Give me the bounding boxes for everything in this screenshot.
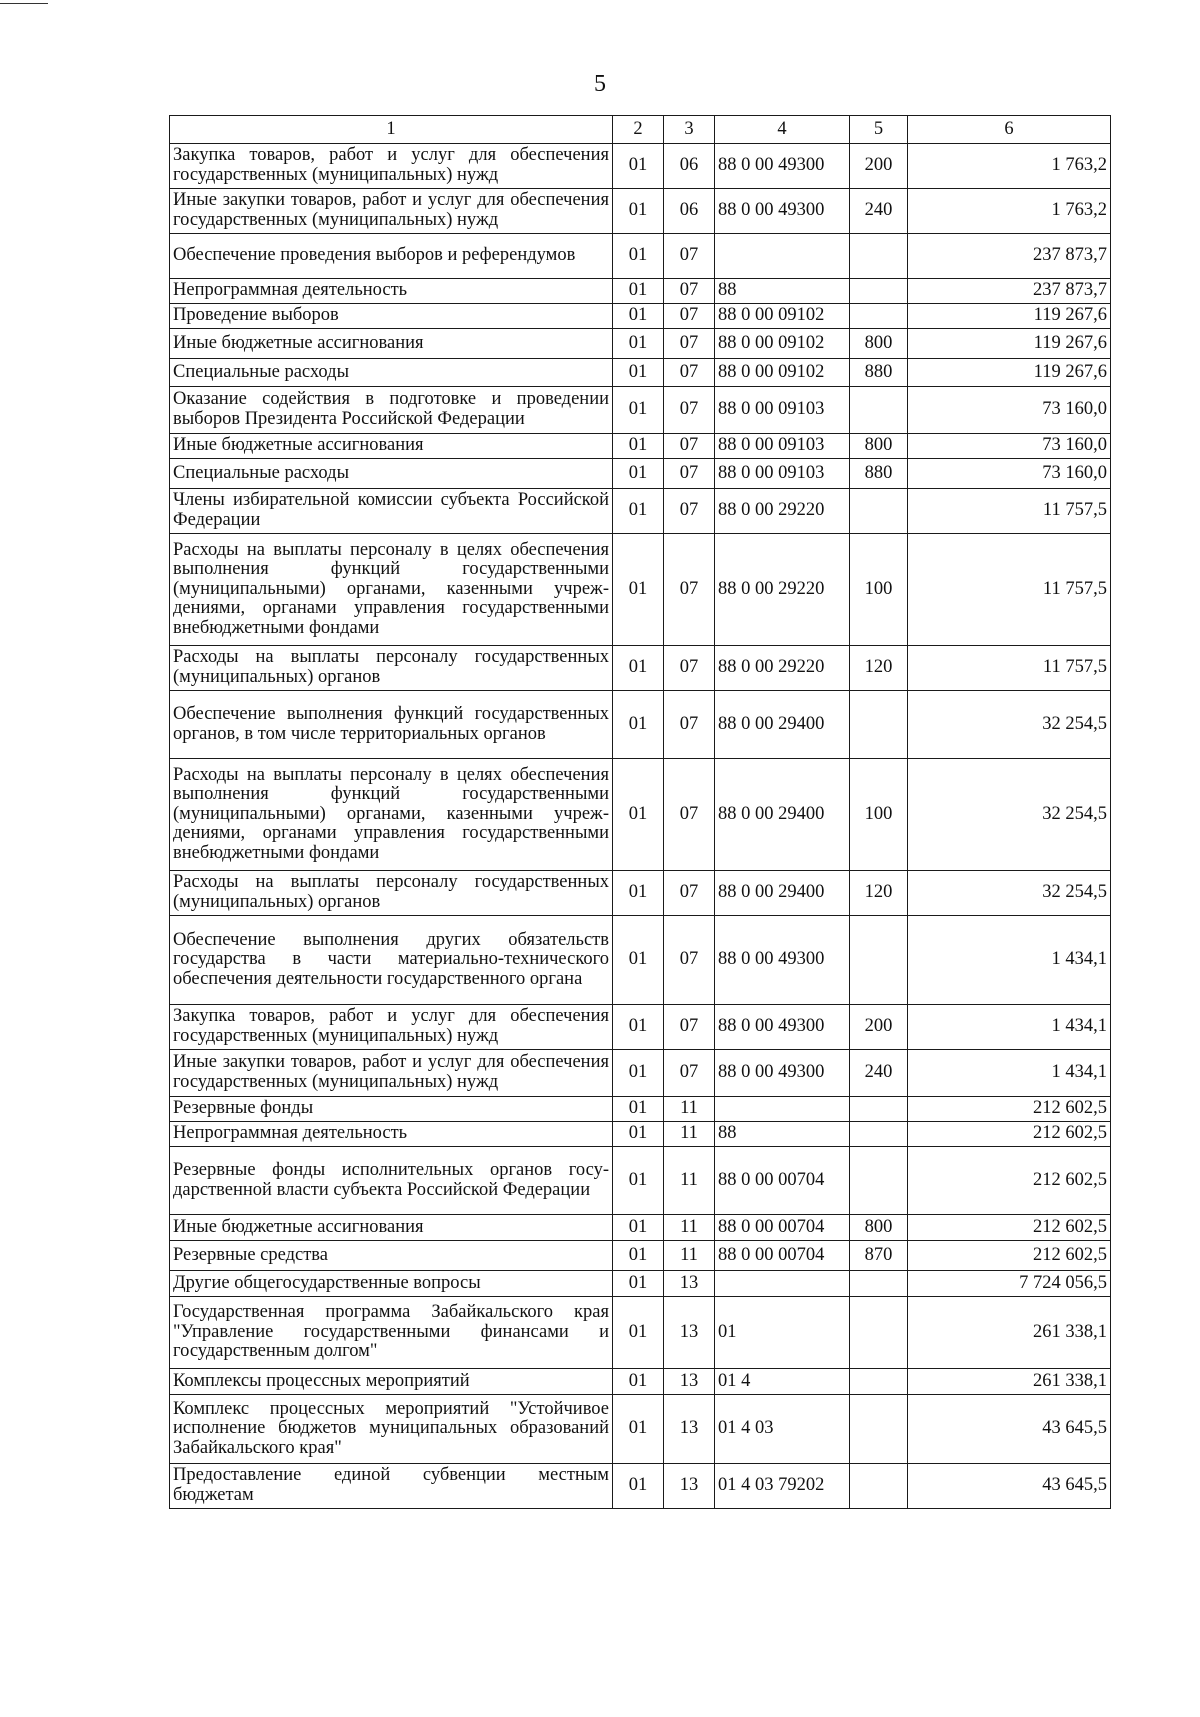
cell-amount: 212 602,5 xyxy=(908,1147,1111,1215)
cell-subsection: 07 xyxy=(664,329,715,359)
cell-section: 01 xyxy=(613,189,664,234)
table-row xyxy=(170,871,1111,916)
cell-subsection: 07 xyxy=(664,459,715,489)
table-row xyxy=(170,489,1111,534)
cell-section: 01 xyxy=(613,304,664,329)
cell-target-article: 88 0 00 29400 xyxy=(715,871,850,916)
cell-subsection: 13 xyxy=(664,1369,715,1395)
cell-section: 01 xyxy=(613,1464,664,1509)
cell-description: Комплексы процессных мероприятий xyxy=(170,1369,613,1395)
table-row xyxy=(170,1147,1111,1215)
cell-section: 01 xyxy=(613,1395,664,1464)
cell-expense-type: 800 xyxy=(850,1215,908,1241)
cell-description: Непрограммная деятельность xyxy=(170,279,613,304)
cell-target-article: 88 0 00 29220 xyxy=(715,646,850,691)
table-row xyxy=(170,329,1111,359)
cell-section: 01 xyxy=(613,1005,664,1050)
cell-expense-type xyxy=(850,304,908,329)
cell-expense-type: 240 xyxy=(850,189,908,234)
cell-description: Проведение выборов xyxy=(170,304,613,329)
cell-expense-type: 200 xyxy=(850,144,908,189)
table-row xyxy=(170,1122,1111,1147)
table-row xyxy=(170,1369,1111,1395)
cell-target-article: 88 0 00 49300 xyxy=(715,1050,850,1097)
cell-description: Специальные расходы xyxy=(170,359,613,387)
table-row xyxy=(170,1215,1111,1241)
cell-target-article xyxy=(715,1271,850,1297)
cell-expense-type xyxy=(850,916,908,1005)
cell-expense-type: 200 xyxy=(850,1005,908,1050)
cell-expense-type: 800 xyxy=(850,329,908,359)
cell-section: 01 xyxy=(613,1271,664,1297)
cell-expense-type: 120 xyxy=(850,871,908,916)
cell-subsection: 13 xyxy=(664,1271,715,1297)
cell-amount: 7 724 056,5 xyxy=(908,1271,1111,1297)
cell-target-article: 01 4 03 79202 xyxy=(715,1464,850,1509)
column-header-4: 4 xyxy=(715,116,850,144)
cell-amount: 212 602,5 xyxy=(908,1097,1111,1122)
cell-amount: 1 763,2 xyxy=(908,189,1111,234)
cell-section: 01 xyxy=(613,1122,664,1147)
cell-description: Непрограммная деятельность xyxy=(170,1122,613,1147)
cell-section: 01 xyxy=(613,329,664,359)
cell-amount: 237 873,7 xyxy=(908,234,1111,279)
cell-expense-type xyxy=(850,1271,908,1297)
cell-expense-type xyxy=(850,1122,908,1147)
cell-expense-type: 100 xyxy=(850,534,908,646)
cell-subsection: 07 xyxy=(664,871,715,916)
cell-section: 01 xyxy=(613,459,664,489)
cell-amount: 73 160,0 xyxy=(908,434,1111,459)
cell-section: 01 xyxy=(613,759,664,871)
cell-description: Государственная программа Забайкальского края "Управление государственными финансами и государственным долгом" xyxy=(170,1297,613,1369)
table-row xyxy=(170,1005,1111,1050)
cell-expense-type xyxy=(850,1369,908,1395)
cell-subsection: 11 xyxy=(664,1147,715,1215)
table-row xyxy=(170,1241,1111,1271)
cell-description: Другие общегосударственные вопросы xyxy=(170,1271,613,1297)
cell-description: Комплекс процессных мероприятий "Устойчивое исполнение бюджетов муниципальных образований Забайкальского края" xyxy=(170,1395,613,1464)
cell-section: 01 xyxy=(613,916,664,1005)
cell-section: 01 xyxy=(613,234,664,279)
cell-target-article: 01 xyxy=(715,1297,850,1369)
cell-amount: 212 602,5 xyxy=(908,1122,1111,1147)
cell-target-article: 88 xyxy=(715,279,850,304)
header-row xyxy=(170,116,1111,144)
cell-amount: 73 160,0 xyxy=(908,459,1111,489)
cell-section: 01 xyxy=(613,144,664,189)
table-row xyxy=(170,279,1111,304)
cell-target-article: 88 0 00 29220 xyxy=(715,534,850,646)
table-row xyxy=(170,1097,1111,1122)
cell-expense-type: 120 xyxy=(850,646,908,691)
cell-section: 01 xyxy=(613,646,664,691)
cell-subsection: 07 xyxy=(664,646,715,691)
cell-target-article: 88 0 00 49300 xyxy=(715,916,850,1005)
cell-subsection: 07 xyxy=(664,279,715,304)
cell-description: Иные закупки товаров, работ и услуг для обеспечения государственных (муниципальных) нужд xyxy=(170,189,613,234)
cell-amount: 1 434,1 xyxy=(908,1005,1111,1050)
cell-amount: 11 757,5 xyxy=(908,489,1111,534)
cell-target-article: 88 0 00 29400 xyxy=(715,691,850,759)
cell-subsection: 07 xyxy=(664,1050,715,1097)
cell-expense-type xyxy=(850,691,908,759)
table-row xyxy=(170,189,1111,234)
cell-subsection: 07 xyxy=(664,489,715,534)
cell-target-article: 88 0 00 00704 xyxy=(715,1147,850,1215)
cell-description: Резервные фонды xyxy=(170,1097,613,1122)
table-row xyxy=(170,234,1111,279)
cell-description: Закупка товаров, работ и услуг для обеспечения государственных (муниципальных) нужд xyxy=(170,144,613,189)
cell-amount: 261 338,1 xyxy=(908,1297,1111,1369)
cell-section: 01 xyxy=(613,1097,664,1122)
cell-expense-type: 880 xyxy=(850,459,908,489)
cell-subsection: 07 xyxy=(664,759,715,871)
cell-description: Иные бюджетные ассигнования xyxy=(170,434,613,459)
table-row xyxy=(170,459,1111,489)
cell-description: Обеспечение проведения выборов и референдумов xyxy=(170,234,613,279)
cell-amount: 43 645,5 xyxy=(908,1464,1111,1509)
cell-section: 01 xyxy=(613,279,664,304)
cell-target-article: 88 0 00 49300 xyxy=(715,189,850,234)
table-row xyxy=(170,1297,1111,1369)
cell-amount: 32 254,5 xyxy=(908,691,1111,759)
cell-target-article: 01 4 xyxy=(715,1369,850,1395)
cell-subsection: 07 xyxy=(664,304,715,329)
cell-description: Расходы на выплаты персоналу государственных (муниципальных) органов xyxy=(170,871,613,916)
cell-subsection: 06 xyxy=(664,144,715,189)
cell-expense-type: 100 xyxy=(850,759,908,871)
cell-expense-type: 870 xyxy=(850,1241,908,1271)
cell-expense-type xyxy=(850,234,908,279)
cell-description: Расходы на выплаты персоналу в целях обеспечения выполнения функций государственными (муниципальными) органами, казенными учреждениями, органами управления государственными внебюджетными фондами xyxy=(170,759,613,871)
cell-amount: 11 757,5 xyxy=(908,534,1111,646)
cell-section: 01 xyxy=(613,871,664,916)
table-body xyxy=(170,144,1111,1509)
cell-amount: 261 338,1 xyxy=(908,1369,1111,1395)
cell-subsection: 11 xyxy=(664,1215,715,1241)
cell-amount: 1 434,1 xyxy=(908,1050,1111,1097)
cell-target-article: 88 0 00 09102 xyxy=(715,304,850,329)
cell-subsection: 07 xyxy=(664,387,715,434)
table-row xyxy=(170,646,1111,691)
table-row xyxy=(170,691,1111,759)
cell-section: 01 xyxy=(613,1050,664,1097)
cell-expense-type xyxy=(850,1297,908,1369)
cell-section: 01 xyxy=(613,534,664,646)
cell-description: Расходы на выплаты персоналу государственных (муниципальных) органов xyxy=(170,646,613,691)
cell-section: 01 xyxy=(613,1215,664,1241)
cell-amount: 119 267,6 xyxy=(908,359,1111,387)
cell-description: Обеспечение выполнения функций государственных органов, в том числе территориальных органов xyxy=(170,691,613,759)
cell-subsection: 07 xyxy=(664,534,715,646)
cell-section: 01 xyxy=(613,1297,664,1369)
cell-section: 01 xyxy=(613,1241,664,1271)
cell-amount: 73 160,0 xyxy=(908,387,1111,434)
budget-table xyxy=(169,115,1111,1509)
cell-target-article: 88 xyxy=(715,1122,850,1147)
cell-amount: 11 757,5 xyxy=(908,646,1111,691)
cell-section: 01 xyxy=(613,387,664,434)
cell-expense-type xyxy=(850,1464,908,1509)
cell-subsection: 07 xyxy=(664,1005,715,1050)
page-number: 5 xyxy=(594,71,606,97)
cell-target-article: 88 0 00 09102 xyxy=(715,359,850,387)
cell-subsection: 07 xyxy=(664,234,715,279)
cell-target-article: 01 4 03 xyxy=(715,1395,850,1464)
cell-expense-type xyxy=(850,1147,908,1215)
column-header-6: 6 xyxy=(908,116,1111,144)
cell-subsection: 07 xyxy=(664,916,715,1005)
cell-section: 01 xyxy=(613,489,664,534)
cell-subsection: 06 xyxy=(664,189,715,234)
cell-amount: 212 602,5 xyxy=(908,1215,1111,1241)
table-row xyxy=(170,1395,1111,1464)
cell-section: 01 xyxy=(613,1369,664,1395)
cell-expense-type: 240 xyxy=(850,1050,908,1097)
table-row xyxy=(170,304,1111,329)
cell-subsection: 11 xyxy=(664,1097,715,1122)
cell-target-article: 88 0 00 09103 xyxy=(715,387,850,434)
cell-target-article: 88 0 00 00704 xyxy=(715,1215,850,1241)
cell-description: Иные бюджетные ассигнования xyxy=(170,1215,613,1241)
cell-expense-type xyxy=(850,1097,908,1122)
table-row xyxy=(170,387,1111,434)
cell-target-article: 88 0 00 09103 xyxy=(715,459,850,489)
cell-description: Расходы на выплаты персоналу в целях обеспечения выполнения функций государственными (муниципальными) органами, казенными учреждениями, органами управления государственными внебюджетными фондами xyxy=(170,534,613,646)
cell-description: Обеспечение выполнения других обязательств государства в части материально-технического обеспечения деятельности государственного органа xyxy=(170,916,613,1005)
cell-subsection: 07 xyxy=(664,691,715,759)
cell-expense-type: 880 xyxy=(850,359,908,387)
cell-description: Специальные расходы xyxy=(170,459,613,489)
cell-amount: 119 267,6 xyxy=(908,329,1111,359)
column-header-1: 1 xyxy=(170,116,613,144)
cell-description: Резервные средства xyxy=(170,1241,613,1271)
scan-artifact-line xyxy=(0,3,48,4)
cell-amount: 237 873,7 xyxy=(908,279,1111,304)
cell-expense-type xyxy=(850,387,908,434)
cell-amount: 1 434,1 xyxy=(908,916,1111,1005)
cell-amount: 32 254,5 xyxy=(908,871,1111,916)
cell-target-article: 88 0 00 29400 xyxy=(715,759,850,871)
column-header-2: 2 xyxy=(613,116,664,144)
cell-expense-type xyxy=(850,489,908,534)
cell-subsection: 11 xyxy=(664,1122,715,1147)
cell-description: Иные закупки товаров, работ и услуг для обеспечения государственных (муниципальных) нужд xyxy=(170,1050,613,1097)
table-row xyxy=(170,1464,1111,1509)
cell-target-article: 88 0 00 00704 xyxy=(715,1241,850,1271)
cell-target-article: 88 0 00 09102 xyxy=(715,329,850,359)
cell-amount: 119 267,6 xyxy=(908,304,1111,329)
table-row xyxy=(170,144,1111,189)
cell-amount: 212 602,5 xyxy=(908,1241,1111,1271)
table-row xyxy=(170,434,1111,459)
cell-section: 01 xyxy=(613,691,664,759)
cell-section: 01 xyxy=(613,434,664,459)
cell-subsection: 07 xyxy=(664,434,715,459)
cell-description: Предоставление единой субвенции местным бюджетам xyxy=(170,1464,613,1509)
cell-description: Члены избирательной комиссии субъекта Российской Федерации xyxy=(170,489,613,534)
cell-expense-type xyxy=(850,1395,908,1464)
cell-target-article: 88 0 00 29220 xyxy=(715,489,850,534)
cell-description: Резервные фонды исполнительных органов государственной власти субъекта Российской Федерации xyxy=(170,1147,613,1215)
table-row xyxy=(170,1050,1111,1097)
column-header-3: 3 xyxy=(664,116,715,144)
cell-target-article: 88 0 00 49300 xyxy=(715,144,850,189)
cell-description: Иные бюджетные ассигнования xyxy=(170,329,613,359)
cell-amount: 32 254,5 xyxy=(908,759,1111,871)
cell-section: 01 xyxy=(613,1147,664,1215)
cell-amount: 1 763,2 xyxy=(908,144,1111,189)
cell-subsection: 13 xyxy=(664,1464,715,1509)
cell-target-article: 88 0 00 09103 xyxy=(715,434,850,459)
cell-description: Оказание содействия в подготовке и проведении выборов Президента Российской Федерации xyxy=(170,387,613,434)
table-row xyxy=(170,1271,1111,1297)
column-header-5: 5 xyxy=(850,116,908,144)
cell-subsection: 11 xyxy=(664,1241,715,1271)
cell-subsection: 13 xyxy=(664,1297,715,1369)
table-row xyxy=(170,359,1111,387)
cell-subsection: 13 xyxy=(664,1395,715,1464)
cell-amount: 43 645,5 xyxy=(908,1395,1111,1464)
cell-description: Закупка товаров, работ и услуг для обеспечения государственных (муниципальных) нужд xyxy=(170,1005,613,1050)
table-row xyxy=(170,759,1111,871)
cell-expense-type xyxy=(850,279,908,304)
cell-subsection: 07 xyxy=(664,359,715,387)
cell-section: 01 xyxy=(613,359,664,387)
table-row xyxy=(170,534,1111,646)
cell-expense-type: 800 xyxy=(850,434,908,459)
cell-target-article xyxy=(715,1097,850,1122)
table-row xyxy=(170,916,1111,1005)
cell-target-article: 88 0 00 49300 xyxy=(715,1005,850,1050)
cell-target-article xyxy=(715,234,850,279)
